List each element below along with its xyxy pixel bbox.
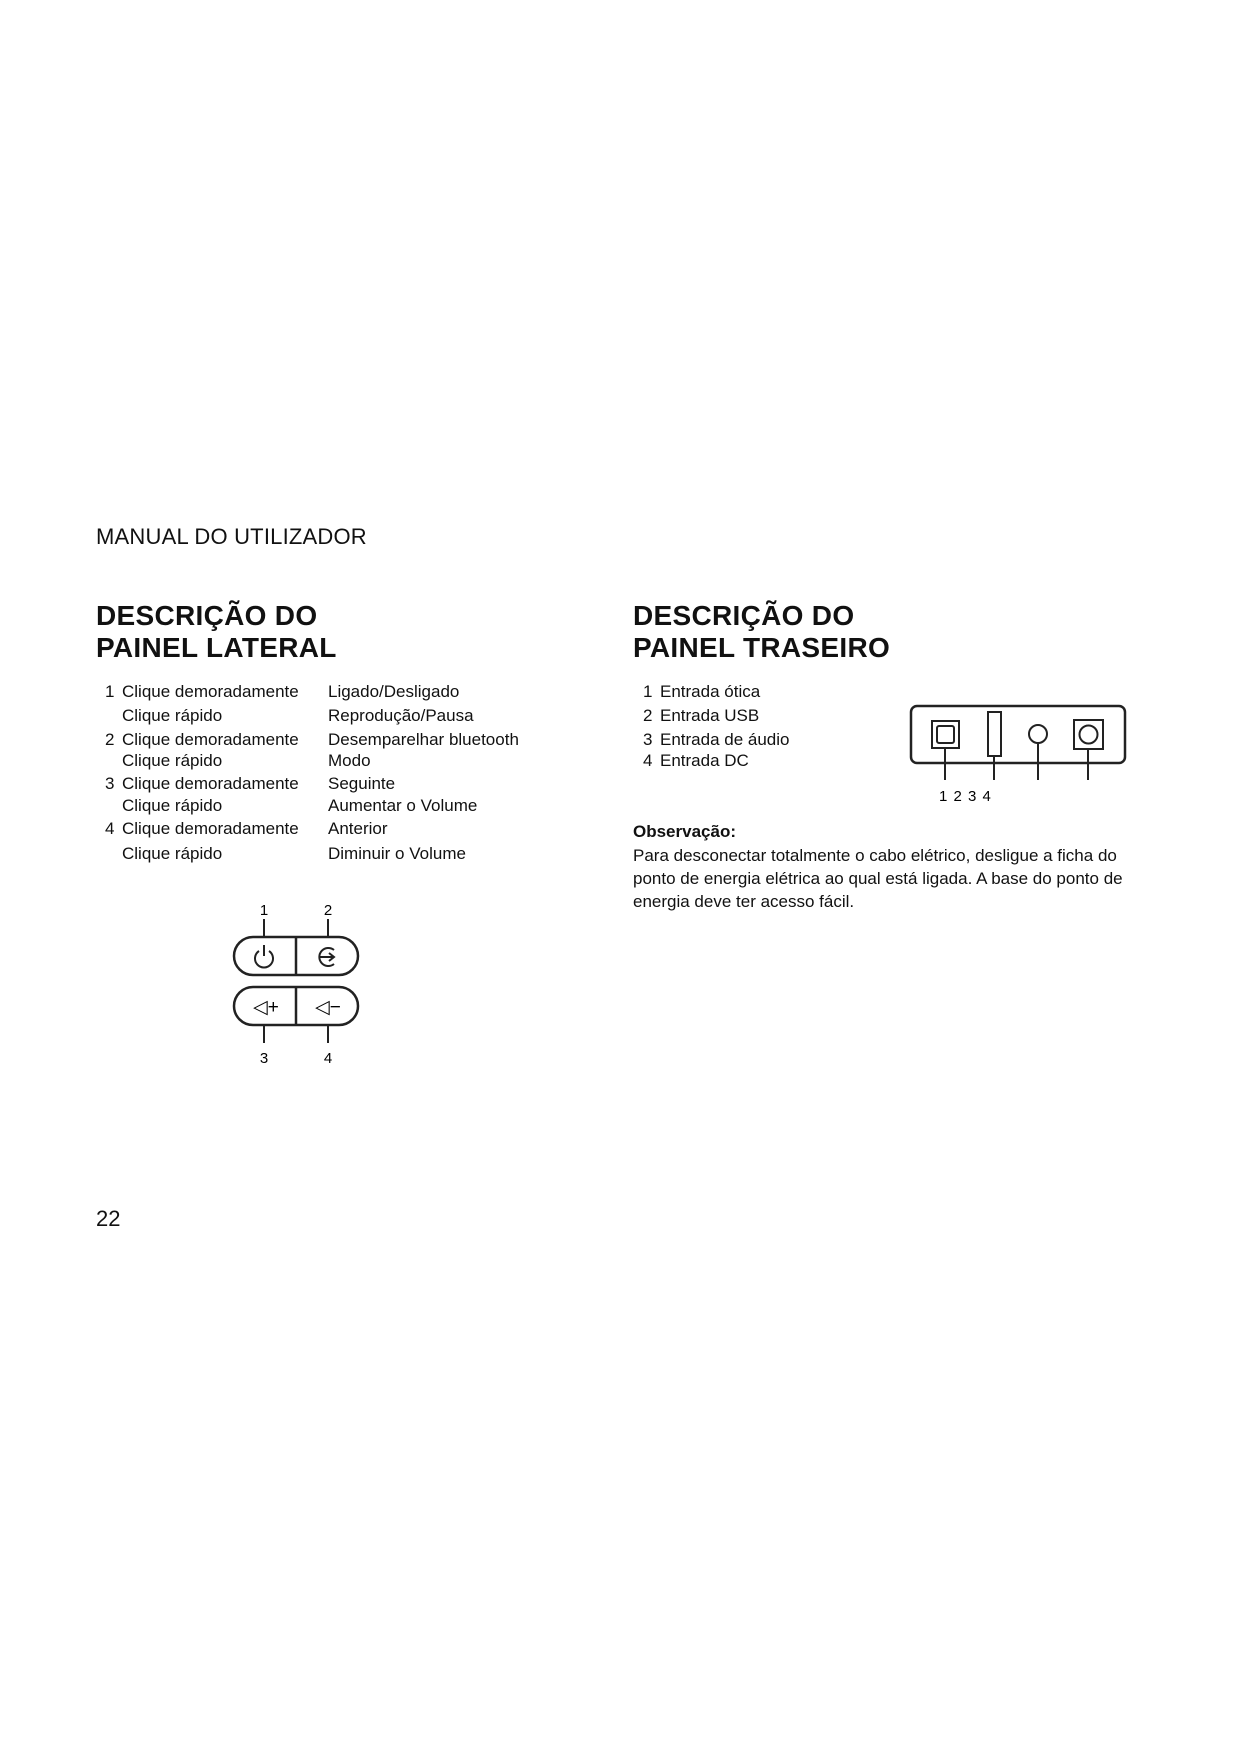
item-number: 3 bbox=[105, 774, 115, 793]
document-header: MANUAL DO UTILIZADOR bbox=[96, 524, 367, 549]
side-panel-title-line2: PAINEL LATERAL bbox=[96, 632, 337, 663]
side-panel-title-line1: DESCRIÇÃO DO bbox=[96, 600, 318, 631]
item-action: Clique demoradamente bbox=[122, 730, 299, 749]
rear-panel-title-line1: DESCRIÇÃO DO bbox=[633, 600, 855, 631]
item-action: Clique rápido bbox=[122, 706, 223, 725]
side-panel-diagram bbox=[220, 895, 370, 1080]
rear-panel-title-line2: PAINEL TRASEIRO bbox=[633, 632, 891, 663]
item-action: Clique rápido bbox=[122, 796, 223, 815]
dc-input-icon bbox=[1074, 720, 1103, 749]
item-number: 3 bbox=[643, 730, 653, 749]
item-label: Entrada de áudio bbox=[660, 730, 790, 749]
diagram-label-4: 4 bbox=[323, 1050, 333, 1067]
power-icon bbox=[255, 945, 273, 967]
diagram-label-1: 1 bbox=[259, 902, 269, 919]
note-text: Para desconectar totalmente o cabo elétrico, desligue a ficha do ponto de energia elétrica ao qual está ligada. A base do ponto de energia deve ter acesso fácil. bbox=[633, 846, 1123, 911]
item-result: Ligado/Desligado bbox=[328, 682, 460, 701]
volume-down-icon: ◁− bbox=[315, 997, 341, 1018]
item-action: Clique demoradamente bbox=[122, 819, 299, 838]
side-panel-title bbox=[96, 600, 337, 664]
item-action: Clique rápido bbox=[122, 844, 223, 863]
item-action: Clique rápido bbox=[122, 751, 223, 770]
rear-panel-diagram bbox=[905, 700, 1135, 810]
optical-input-icon bbox=[932, 721, 959, 748]
item-action: Clique demoradamente bbox=[122, 682, 299, 701]
item-label: Entrada USB bbox=[660, 706, 760, 725]
item-number: 2 bbox=[105, 730, 115, 749]
item-number: 4 bbox=[643, 751, 653, 770]
item-result: Diminuir o Volume bbox=[328, 844, 466, 863]
rear-diagram-labels: 1 2 3 4 bbox=[939, 788, 992, 805]
item-result: Aumentar o Volume bbox=[328, 796, 478, 815]
item-label: Entrada DC bbox=[660, 751, 749, 770]
item-result: Reprodução/Pausa bbox=[328, 706, 474, 725]
page-number: 22 bbox=[96, 1206, 121, 1231]
item-number: 1 bbox=[105, 682, 115, 701]
rear-panel-outline bbox=[911, 706, 1125, 763]
item-number: 4 bbox=[105, 819, 115, 838]
audio-input-icon bbox=[1029, 725, 1047, 743]
item-result: Anterior bbox=[328, 819, 388, 838]
volume-up-icon: ◁+ bbox=[253, 997, 279, 1018]
usb-input-icon bbox=[988, 712, 1001, 756]
item-result: Desemparelhar bluetooth bbox=[328, 730, 519, 749]
item-number: 1 bbox=[643, 682, 653, 701]
item-result: Modo bbox=[328, 751, 371, 770]
rear-panel-title bbox=[633, 600, 890, 664]
item-number: 2 bbox=[643, 706, 653, 725]
source-icon bbox=[319, 948, 334, 966]
item-result: Seguinte bbox=[328, 774, 396, 793]
diagram-label-2: 2 bbox=[323, 902, 333, 919]
note-title: Observação: bbox=[633, 822, 736, 841]
item-action: Clique demoradamente bbox=[122, 774, 299, 793]
item-label: Entrada ótica bbox=[660, 682, 761, 701]
diagram-label-3: 3 bbox=[259, 1050, 269, 1067]
